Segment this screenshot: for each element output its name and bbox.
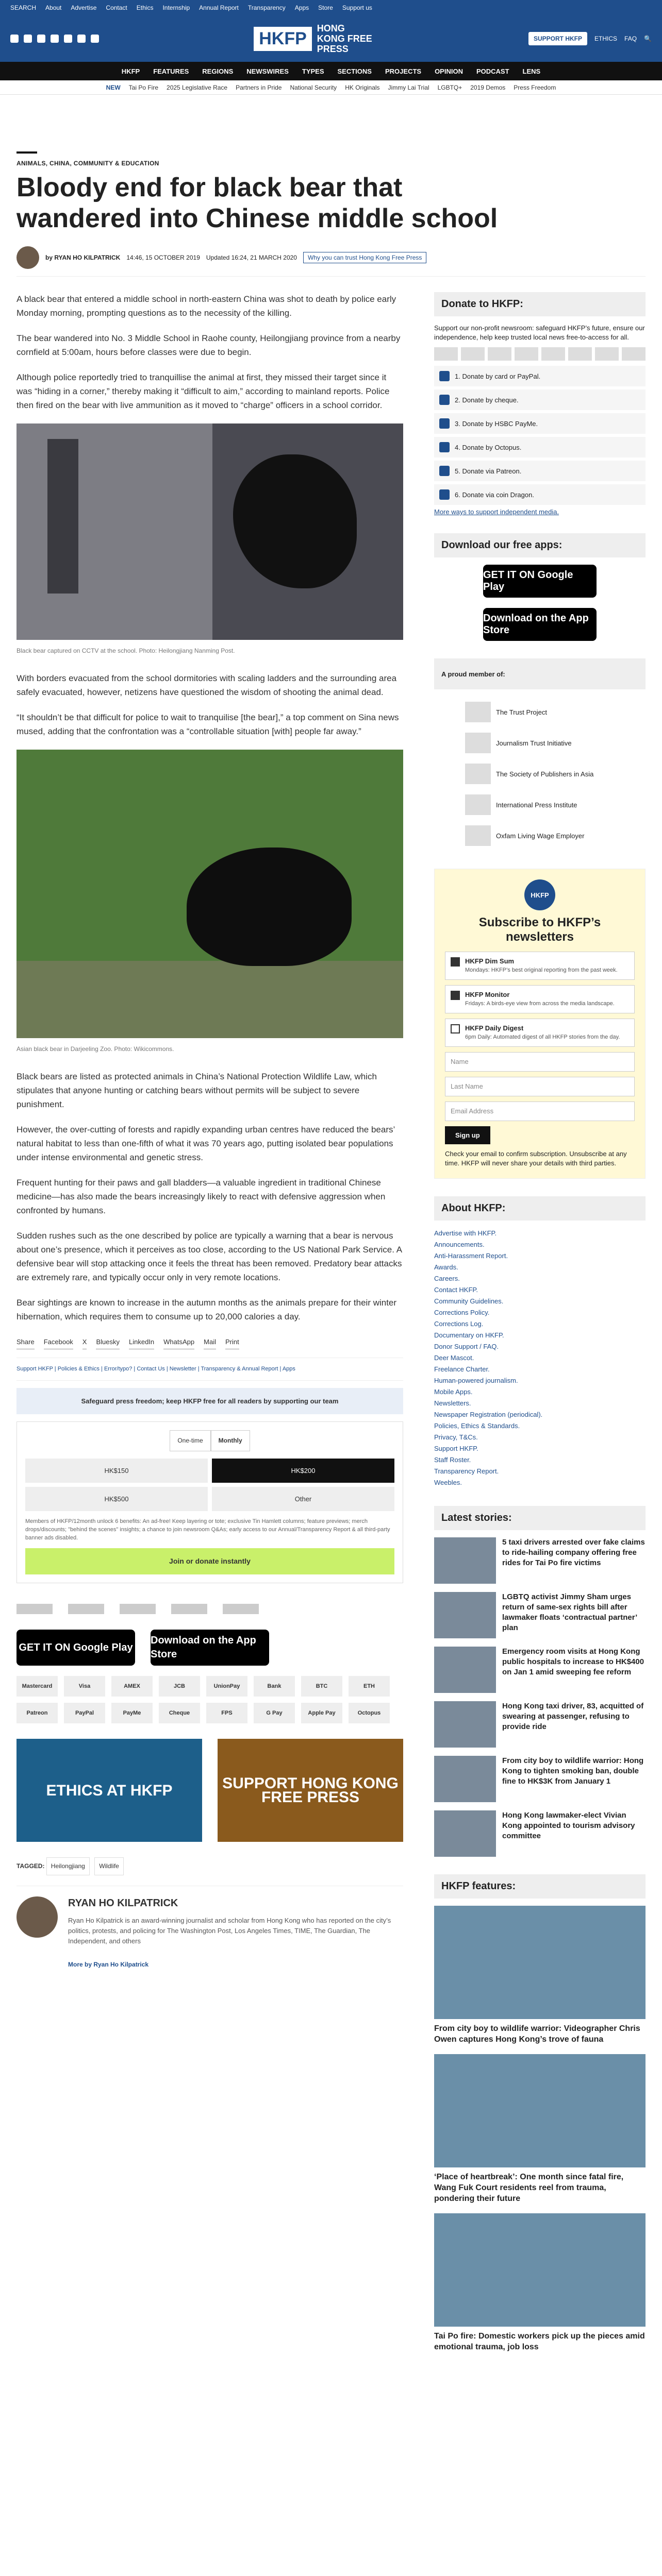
author-bio: Ryan Ho Kilpatrick is an award-winning journalist and scholar from Hong Kong who has reported on the city’s politics, protests, and policing for The Washington Post, Los Angeles Times, TIME, The Guardian, The Independent, and others bbox=[68, 1917, 391, 1945]
paragraph: Bear sightings are known to increase in the autumn months as the animals prepare for their winter hibernation, which requires them to consume up to 20,000 calories a day. bbox=[16, 1298, 397, 1321]
paragraph: Frequent hunting for their paws and gall bladders—a valuable ingredient in traditional Chinese medicine—has also made the bears increasingly likely to react with defensive aggression when confronted by humans. bbox=[16, 1178, 386, 1215]
story-thumb bbox=[434, 1592, 496, 1638]
member-name: The Society of Publishers in Asia bbox=[496, 770, 594, 778]
nav-item[interactable]: HKFP bbox=[121, 67, 140, 75]
author-box bbox=[16, 1886, 403, 1972]
latest-story[interactable] bbox=[434, 1810, 646, 1857]
donation-widget bbox=[16, 1421, 403, 1583]
donate-method-label: 2. Donate by cheque. bbox=[455, 396, 519, 404]
member-name: The Trust Project bbox=[496, 708, 547, 716]
latest-story[interactable] bbox=[434, 1592, 646, 1638]
about-link[interactable]: Donor Support / FAQ. bbox=[434, 1343, 499, 1350]
about-link[interactable]: Freelance Charter. bbox=[434, 1365, 490, 1373]
about-link[interactable]: Announcements. bbox=[434, 1241, 485, 1248]
app-store-badge[interactable]: Download on the App Store bbox=[151, 1630, 269, 1666]
donate-method-label: 6. Donate via coin Dragon. bbox=[455, 490, 534, 499]
payment-icon[interactable]: Cheque bbox=[159, 1703, 200, 1723]
member-logo bbox=[465, 794, 491, 815]
story-title: Hong Kong taxi driver, 83, acquitted of swearing at passenger, refusing to provide ride bbox=[502, 1702, 644, 1731]
payment-icon[interactable] bbox=[488, 347, 511, 361]
about-link[interactable]: Human-powered journalism. bbox=[434, 1377, 518, 1384]
tag[interactable]: Heilongjiang bbox=[46, 1857, 90, 1875]
tag[interactable]: Wildlife bbox=[94, 1857, 124, 1875]
author-link[interactable]: by RYAN HO KILPATRICK bbox=[45, 254, 121, 261]
nav-item[interactable]: OPINION bbox=[435, 67, 463, 75]
facebook-icon[interactable] bbox=[10, 35, 19, 43]
ipi-logo[interactable] bbox=[171, 1604, 207, 1614]
donate-methods bbox=[434, 366, 646, 505]
newsletter-title: Subscribe to HKFP’s newsletters bbox=[478, 916, 601, 944]
payment-icon[interactable] bbox=[434, 347, 458, 361]
about-link[interactable]: Newsletters. bbox=[434, 1399, 471, 1407]
about-widget bbox=[434, 1196, 646, 1488]
about-link[interactable]: Community Guidelines. bbox=[434, 1297, 504, 1305]
payment-icon[interactable]: PayPal bbox=[64, 1703, 105, 1723]
more-by-author-link[interactable]: More by Ryan Ho Kilpatrick bbox=[68, 1961, 149, 1968]
feature-image bbox=[434, 1906, 646, 2019]
payment-icon[interactable] bbox=[541, 347, 565, 361]
last-name-field[interactable]: Last Name bbox=[445, 1077, 635, 1096]
mastodon-icon[interactable] bbox=[77, 35, 86, 43]
more-ways-link[interactable]: More ways to support independent media. bbox=[434, 508, 559, 516]
oxfam-logo[interactable] bbox=[223, 1604, 259, 1614]
newsletter-option[interactable] bbox=[445, 985, 635, 1013]
about-link[interactable]: Contact HKFP. bbox=[434, 1286, 478, 1294]
article-title: Bloody end for black bear that wandered into Chinese middle school bbox=[16, 173, 498, 233]
trending-bar bbox=[0, 80, 662, 95]
about-link[interactable]: Corrections Log. bbox=[434, 1320, 484, 1328]
nav-item[interactable]: PROJECTS bbox=[385, 67, 422, 75]
about-heading: About HKFP: bbox=[434, 1196, 646, 1221]
main-nav bbox=[0, 62, 662, 80]
share-whatsapp[interactable]: WhatsApp bbox=[163, 1335, 194, 1349]
trending-item[interactable]: Partners in Pride bbox=[236, 83, 282, 91]
support-promo[interactable]: SUPPORT HONG KONG FREE PRESS bbox=[218, 1739, 403, 1842]
google-play-badge[interactable]: GET IT ON Google Play bbox=[16, 1630, 135, 1666]
join-donate-button[interactable]: Join or donate instantly bbox=[25, 1548, 394, 1574]
about-link[interactable]: Anti-Harassment Report. bbox=[434, 1252, 508, 1260]
apps-widget bbox=[434, 533, 646, 641]
member-logo bbox=[465, 733, 491, 753]
amount-options bbox=[25, 1459, 394, 1511]
payment-icon[interactable]: G Pay bbox=[254, 1703, 295, 1723]
payment-icon[interactable] bbox=[515, 347, 538, 361]
octopus-icon bbox=[439, 442, 450, 452]
member-name: International Press Institute bbox=[496, 801, 577, 809]
latest-story[interactable] bbox=[434, 1537, 646, 1584]
member-org[interactable] bbox=[434, 727, 646, 758]
apps-link[interactable]: Apps bbox=[294, 4, 309, 11]
story-title: 5 taxi drivers arrested over fake claims to ride-hailing company offering free rides for Tai Po fire victims bbox=[502, 1538, 645, 1567]
youtube-icon[interactable] bbox=[51, 35, 59, 43]
payment-icon[interactable]: JCB bbox=[159, 1676, 200, 1697]
newsletter-option[interactable] bbox=[445, 1019, 635, 1047]
search-link[interactable]: SEARCH bbox=[10, 4, 37, 11]
coin-icon bbox=[439, 489, 450, 500]
byline bbox=[16, 246, 646, 277]
logo-mark: HKFP bbox=[254, 27, 312, 51]
page-content bbox=[16, 151, 646, 2370]
latest-widget bbox=[434, 1506, 646, 1857]
ethics-link[interactable]: Ethics bbox=[136, 4, 154, 11]
google-play-badge[interactable]: GET IT ON Google Play bbox=[483, 565, 597, 598]
about-link[interactable]: About bbox=[45, 4, 62, 11]
instagram-icon[interactable] bbox=[37, 35, 45, 43]
payment-icon[interactable] bbox=[595, 347, 619, 361]
newsletter-note: Check your email to confirm subscription. Unsubscribe at any time. HKFP will never share your details with third parties. bbox=[445, 1150, 627, 1167]
about-link[interactable]: Policies, Ethics & Standards. bbox=[434, 1422, 520, 1430]
donate-method[interactable] bbox=[434, 366, 646, 386]
donate-method-label: 5. Donate via Patreon. bbox=[455, 467, 522, 475]
email-field[interactable]: Email Address bbox=[445, 1101, 635, 1121]
payment-icon[interactable]: Octopus bbox=[349, 1703, 390, 1723]
checkbox-checked[interactable] bbox=[451, 991, 460, 1000]
member-name: Journalism Trust Initiative bbox=[496, 739, 572, 747]
tags-label: TAGGED: bbox=[16, 1862, 45, 1870]
store-link[interactable]: Store bbox=[318, 4, 333, 11]
article-body bbox=[16, 292, 403, 2370]
newsletter-name: HKFP Daily Digest bbox=[465, 1024, 524, 1032]
paragraph: With borders evacuated from the school dormitories with scaling ladders and the surrounding area safely evacuated, however, netizens have questioned the wisdom of shooting the animal dead. bbox=[16, 673, 397, 697]
donate-method[interactable] bbox=[434, 437, 646, 457]
payment-icon[interactable]: FPS bbox=[206, 1703, 247, 1723]
share-print[interactable]: Print bbox=[225, 1335, 239, 1349]
story-thumb bbox=[434, 1756, 496, 1802]
sidebar-pay-icons bbox=[434, 347, 646, 361]
logo-text: HONG KONG FREE PRESS bbox=[317, 23, 372, 54]
checkbox-checked[interactable] bbox=[451, 957, 460, 967]
about-link[interactable]: Support HKFP. bbox=[434, 1445, 478, 1452]
ethics-promo[interactable]: ETHICS AT HKFP bbox=[16, 1739, 202, 1842]
member-widget bbox=[434, 658, 646, 851]
member-org[interactable] bbox=[434, 820, 646, 851]
nav-item[interactable]: TYPES bbox=[302, 67, 324, 75]
donate-method-label: 4. Donate by Octopus. bbox=[455, 443, 522, 451]
tags bbox=[16, 1857, 403, 1875]
feature-title: From city boy to wildlife warrior: Videographer Chris Owen captures Hong Kong’s trove of fauna bbox=[434, 2024, 640, 2044]
feature-story[interactable] bbox=[434, 2213, 646, 2352]
about-link[interactable]: Awards. bbox=[434, 1263, 458, 1271]
about-link[interactable]: Privacy, T&Cs. bbox=[434, 1433, 478, 1441]
member-org[interactable] bbox=[434, 789, 646, 820]
frequency-toggle bbox=[25, 1430, 394, 1451]
newsletter-desc: 6pm Daily: Automated digest of all HKFP stories from the day. bbox=[465, 1034, 620, 1040]
feature-story[interactable] bbox=[434, 2054, 646, 2204]
amount-option[interactable]: HK$500 bbox=[25, 1487, 208, 1511]
newsletter-desc: Mondays: HKFP’s best original reporting from the past week. bbox=[465, 967, 618, 973]
internship-link[interactable]: Internship bbox=[162, 4, 190, 11]
social-icons bbox=[10, 35, 99, 43]
about-link[interactable]: Transparency Report. bbox=[434, 1467, 499, 1475]
payment-icon[interactable] bbox=[622, 347, 646, 361]
bluesky-icon[interactable] bbox=[91, 35, 99, 43]
publish-date: 14:46, 15 OCTOBER 2019 bbox=[126, 254, 200, 261]
feature-image bbox=[434, 2054, 646, 2167]
payment-icon[interactable]: BTC bbox=[301, 1676, 342, 1697]
trending-item[interactable]: LGBTQ+ bbox=[437, 83, 462, 91]
story-title: From city boy to wildlife warrior: Hong Kong to tighten smoking ban, double fine to HK$3K from January 1 bbox=[502, 1756, 644, 1786]
paragraph: Sudden rushes such as the one described by police are typically a warning that a bear is nervous about one’s presence, which it perceives as too close, according to the US National Park Service. A defensive bear will stop attacking once it feels the threat has been removed. Predatory bear attacks are extremely rare, and typically occur only in very remote locations. bbox=[16, 1231, 402, 1282]
cctv-bear-image bbox=[16, 423, 403, 640]
about-link[interactable]: Mobile Apps. bbox=[434, 1388, 473, 1396]
title-rule bbox=[16, 151, 37, 154]
donate-method[interactable] bbox=[434, 389, 646, 410]
story-title: LGBTQ activist Jimmy Sham urges return of same-sex rights bill after lawmaker floats ‘contractual partner’ plan bbox=[502, 1592, 637, 1632]
ethics-masthead-link[interactable]: ETHICS bbox=[594, 35, 618, 42]
donate-method[interactable] bbox=[434, 484, 646, 505]
payment-icon[interactable]: Visa bbox=[64, 1676, 105, 1697]
payment-icon[interactable]: PayMe bbox=[111, 1703, 153, 1723]
payment-icon[interactable]: AMEX bbox=[111, 1676, 153, 1697]
trending-item[interactable]: Tai Po Fire bbox=[128, 83, 159, 91]
member-name: Oxfam Living Wage Employer bbox=[496, 832, 585, 840]
donate-method-label: 1. Donate by card or PayPal. bbox=[455, 372, 541, 380]
member-heading: A proud member of: bbox=[434, 658, 646, 689]
latest-story[interactable] bbox=[434, 1756, 646, 1802]
payment-icon[interactable] bbox=[461, 347, 485, 361]
latest-story[interactable] bbox=[434, 1647, 646, 1693]
story-thumb bbox=[434, 1537, 496, 1584]
image-caption: Black bear captured on CCTV at the school. Photo: Heilongjiang Nanming Post. bbox=[16, 647, 235, 654]
article-categories[interactable]: ANIMALS, CHINA, COMMUNITY & EDUCATION bbox=[16, 160, 159, 167]
about-link[interactable]: Staff Roster. bbox=[434, 1456, 471, 1464]
faq-link[interactable]: FAQ bbox=[624, 35, 637, 42]
masthead-actions bbox=[528, 32, 652, 45]
paragraph: However, the over-cutting of forests and rapidly expanding urban centres have reduced the bears’ natural habitat to less than one-fifth of what it was 70 years ago, putting isolated bear populations under intense environmental and genetic stress. bbox=[16, 1125, 395, 1162]
patreon-icon bbox=[439, 466, 450, 476]
payment-icon[interactable] bbox=[568, 347, 592, 361]
zoo-bear-image bbox=[16, 750, 403, 1038]
monthly-tab[interactable]: Monthly bbox=[211, 1430, 250, 1451]
nav-item[interactable]: NEWSWIRES bbox=[246, 67, 289, 75]
promo-banners bbox=[16, 1739, 403, 1842]
share-linkedin[interactable]: LinkedIn bbox=[129, 1335, 154, 1349]
features-heading: HKFP features: bbox=[434, 1874, 646, 1899]
image-caption: Asian black bear in Darjeeling Zoo. Photo: Wikicommons. bbox=[16, 1045, 174, 1053]
trending-item[interactable]: Jimmy Lai Trial bbox=[388, 83, 429, 91]
story-thumb bbox=[434, 1810, 496, 1857]
payment-icon[interactable]: UnionPay bbox=[206, 1676, 247, 1697]
trending-item[interactable]: National Security bbox=[290, 83, 337, 91]
payment-icon[interactable]: Mastercard bbox=[16, 1676, 58, 1697]
name-field[interactable]: Name bbox=[445, 1052, 635, 1072]
member-org[interactable] bbox=[434, 758, 646, 789]
story-title: Hong Kong lawmaker-elect Vivian Kong appointed to tourism advisory committee bbox=[502, 1811, 635, 1840]
transparency-link[interactable]: Transparency bbox=[247, 4, 286, 11]
about-link[interactable]: Corrections Policy. bbox=[434, 1309, 490, 1316]
checkbox[interactable] bbox=[451, 1024, 460, 1033]
feature-title: ‘Place of heartbreak’: One month since fatal fire, Wang Fuk Court residents reel from trauma, pondering their future bbox=[434, 2173, 624, 2203]
trending-item[interactable]: 2019 Demos bbox=[470, 83, 506, 91]
latest-heading: Latest stories: bbox=[434, 1506, 646, 1530]
signup-button[interactable]: Sign up bbox=[445, 1126, 490, 1144]
donate-blurb: Support our non-profit newsroom: safeguard HKFP’s future, ensure our independence, help keep trusted local news free-to-access for all. bbox=[434, 324, 645, 341]
member-logo bbox=[465, 825, 491, 846]
about-link[interactable]: Documentary on HKFP. bbox=[434, 1331, 504, 1339]
paragraph: Although police reportedly tried to tranquillise the animal at first, they missed their target since it was “hiding in a corner,” thereby making it “difficult to aim,” according to mainland reports. Police then fired on the bear with live ammunition as it moved to “charge” officers in a school corridor. bbox=[16, 372, 390, 410]
story-thumb bbox=[434, 1701, 496, 1748]
member-logo bbox=[465, 764, 491, 784]
about-link[interactable]: Advertise with HKFP. bbox=[434, 1229, 497, 1237]
annual-report-link[interactable]: Annual Report bbox=[199, 4, 239, 11]
donate-method[interactable] bbox=[434, 461, 646, 481]
trending-item[interactable]: 2025 Legislative Race bbox=[167, 83, 228, 91]
membership-benefits: Members of HKFP/12month unlock 6 benefits: An ad-free! Keep layering or tote; exclusive Tin Hamlett columns; feature previews; merch drops/discounts; "behind the scenes" insights; a chance to join newsroom Q&As; early access to our Annual/Transparency Report & all third-party banner ads disabled. bbox=[25, 1518, 390, 1541]
donate-heading: Donate to HKFP: bbox=[434, 292, 646, 316]
trending-item[interactable]: HK Originals bbox=[345, 83, 380, 91]
nav-item[interactable]: PODCAST bbox=[476, 67, 509, 75]
newsletter-desc: Fridays: A birds-eye view from across the media landscape. bbox=[465, 1001, 615, 1007]
donate-method[interactable] bbox=[434, 413, 646, 434]
updated-date: Updated 16:24, 21 MARCH 2020 bbox=[206, 254, 297, 261]
payment-icon[interactable]: Bank bbox=[254, 1676, 295, 1697]
feature-story[interactable] bbox=[434, 1906, 646, 2045]
about-link[interactable]: Newspaper Registration (periodical). bbox=[434, 1411, 543, 1418]
paragraph: A black bear that entered a middle school in north-eastern China was shot to death by police early Monday morning, prompting questions as to the necessity of the killing. bbox=[16, 294, 396, 318]
share-mail[interactable]: Mail bbox=[204, 1335, 216, 1349]
site-logo[interactable] bbox=[254, 23, 374, 54]
trust-link[interactable]: Why you can trust Hong Kong Free Press bbox=[303, 252, 426, 263]
member-org[interactable] bbox=[434, 697, 646, 727]
share-bar bbox=[16, 1335, 403, 1349]
app-badges bbox=[16, 1630, 403, 1666]
one-time-tab[interactable]: One-time bbox=[170, 1430, 210, 1451]
share-bluesky[interactable]: Bluesky bbox=[96, 1335, 120, 1349]
amount-option-selected[interactable]: HK$200 bbox=[212, 1459, 394, 1483]
member-logo bbox=[465, 702, 491, 722]
payme-icon bbox=[439, 418, 450, 429]
share-label: Share bbox=[16, 1335, 35, 1349]
jti-logo[interactable] bbox=[68, 1604, 104, 1614]
contact-link[interactable]: Contact bbox=[106, 4, 127, 11]
app-store-badge[interactable]: Download on the App Store bbox=[483, 608, 597, 641]
story-thumb bbox=[434, 1647, 496, 1693]
about-link[interactable]: Weebles. bbox=[434, 1479, 462, 1486]
support-hkfp-button[interactable]: SUPPORT HKFP bbox=[528, 32, 587, 45]
story-title: Emergency room visits at Hong Kong public hospitals to increase to HK$400 on Jan 1 amid sweeping fee reform bbox=[502, 1647, 644, 1676]
newsletter-widget bbox=[434, 869, 646, 1179]
trending-label: NEW bbox=[106, 83, 121, 91]
donate-method-label: 3. Donate by HSBC PayMe. bbox=[455, 419, 538, 428]
sidebar bbox=[434, 292, 646, 2370]
payment-icon[interactable]: Apple Pay bbox=[301, 1703, 342, 1723]
support-link[interactable]: Support us bbox=[342, 4, 372, 11]
member-logos-row bbox=[16, 1599, 403, 1619]
newsletter-name: HKFP Monitor bbox=[465, 991, 510, 998]
newsletter-name: HKFP Dim Sum bbox=[465, 957, 515, 965]
feature-title: Tai Po fire: Domestic workers pick up the pieces amid emotional trauma, job loss bbox=[434, 2332, 645, 2351]
paragraph: Black bears are listed as protected animals in China’s National Protection Wildlife Law, which stipulates that anyone hunting or catching bears without permits will be subject to severe punishment. bbox=[16, 1072, 377, 1109]
donate-widget bbox=[434, 292, 646, 516]
author-name: RYAN HO KILPATRICK bbox=[68, 1897, 178, 1909]
about-link[interactable]: Careers. bbox=[434, 1275, 460, 1282]
advertise-link[interactable]: Advertise bbox=[71, 4, 97, 11]
x-icon[interactable] bbox=[24, 35, 32, 43]
nav-item[interactable]: LENS bbox=[522, 67, 541, 75]
nav-item[interactable]: REGIONS bbox=[202, 67, 234, 75]
payment-methods bbox=[16, 1676, 403, 1723]
search-icon[interactable]: 🔍 bbox=[644, 35, 652, 42]
share-facebook[interactable]: Facebook bbox=[44, 1335, 73, 1349]
card-icon bbox=[439, 371, 450, 381]
masthead bbox=[0, 15, 662, 62]
payment-icon[interactable]: ETH bbox=[349, 1676, 390, 1697]
nav-item[interactable]: FEATURES bbox=[153, 67, 189, 75]
top-utility-bar bbox=[0, 0, 662, 15]
trending-item[interactable]: Press Freedom bbox=[514, 83, 556, 91]
sopa-logo[interactable] bbox=[120, 1604, 156, 1614]
newsletter-badge: HKFP bbox=[524, 879, 555, 910]
article-footer-links[interactable]: Support HKFP | Policies & Ethics | Error/typo? | Contact Us | Newsletter | Transparency & Annual Report | Apps bbox=[16, 1358, 403, 1381]
trust-project-logo[interactable] bbox=[16, 1604, 53, 1614]
threads-icon[interactable] bbox=[64, 35, 72, 43]
columns bbox=[16, 292, 646, 2370]
feature-image bbox=[434, 2213, 646, 2327]
author-photo bbox=[16, 1896, 58, 1938]
newsletter-option[interactable] bbox=[445, 952, 635, 980]
about-link[interactable]: Deer Mascot. bbox=[434, 1354, 474, 1362]
latest-story[interactable] bbox=[434, 1701, 646, 1748]
cheque-icon bbox=[439, 395, 450, 405]
features-widget bbox=[434, 1874, 646, 2352]
author-avatar bbox=[16, 246, 39, 269]
nav-item[interactable]: SECTIONS bbox=[337, 67, 372, 75]
safeguard-banner[interactable]: Safeguard press freedom; keep HKFP free for all readers by supporting our team bbox=[16, 1388, 403, 1414]
share-x[interactable]: X bbox=[82, 1335, 87, 1349]
amount-option[interactable]: Other bbox=[212, 1487, 394, 1511]
paragraph: The bear wandered into No. 3 Middle School in Raohe county, Heilongjiang province from a nearby cornfield at 5:00am, hours before classes were due to begin. bbox=[16, 333, 401, 357]
paragraph: “It shouldn’t be that difficult for police to wait to tranquilise [the bear],” a top comment on Sina news mused, adding that the confrontation was a “controllable situation [with] people far away.” bbox=[16, 713, 399, 736]
apps-heading: Download our free apps: bbox=[434, 533, 646, 557]
amount-option[interactable]: HK$150 bbox=[25, 1459, 208, 1483]
payment-icon[interactable]: Patreon bbox=[16, 1703, 58, 1723]
